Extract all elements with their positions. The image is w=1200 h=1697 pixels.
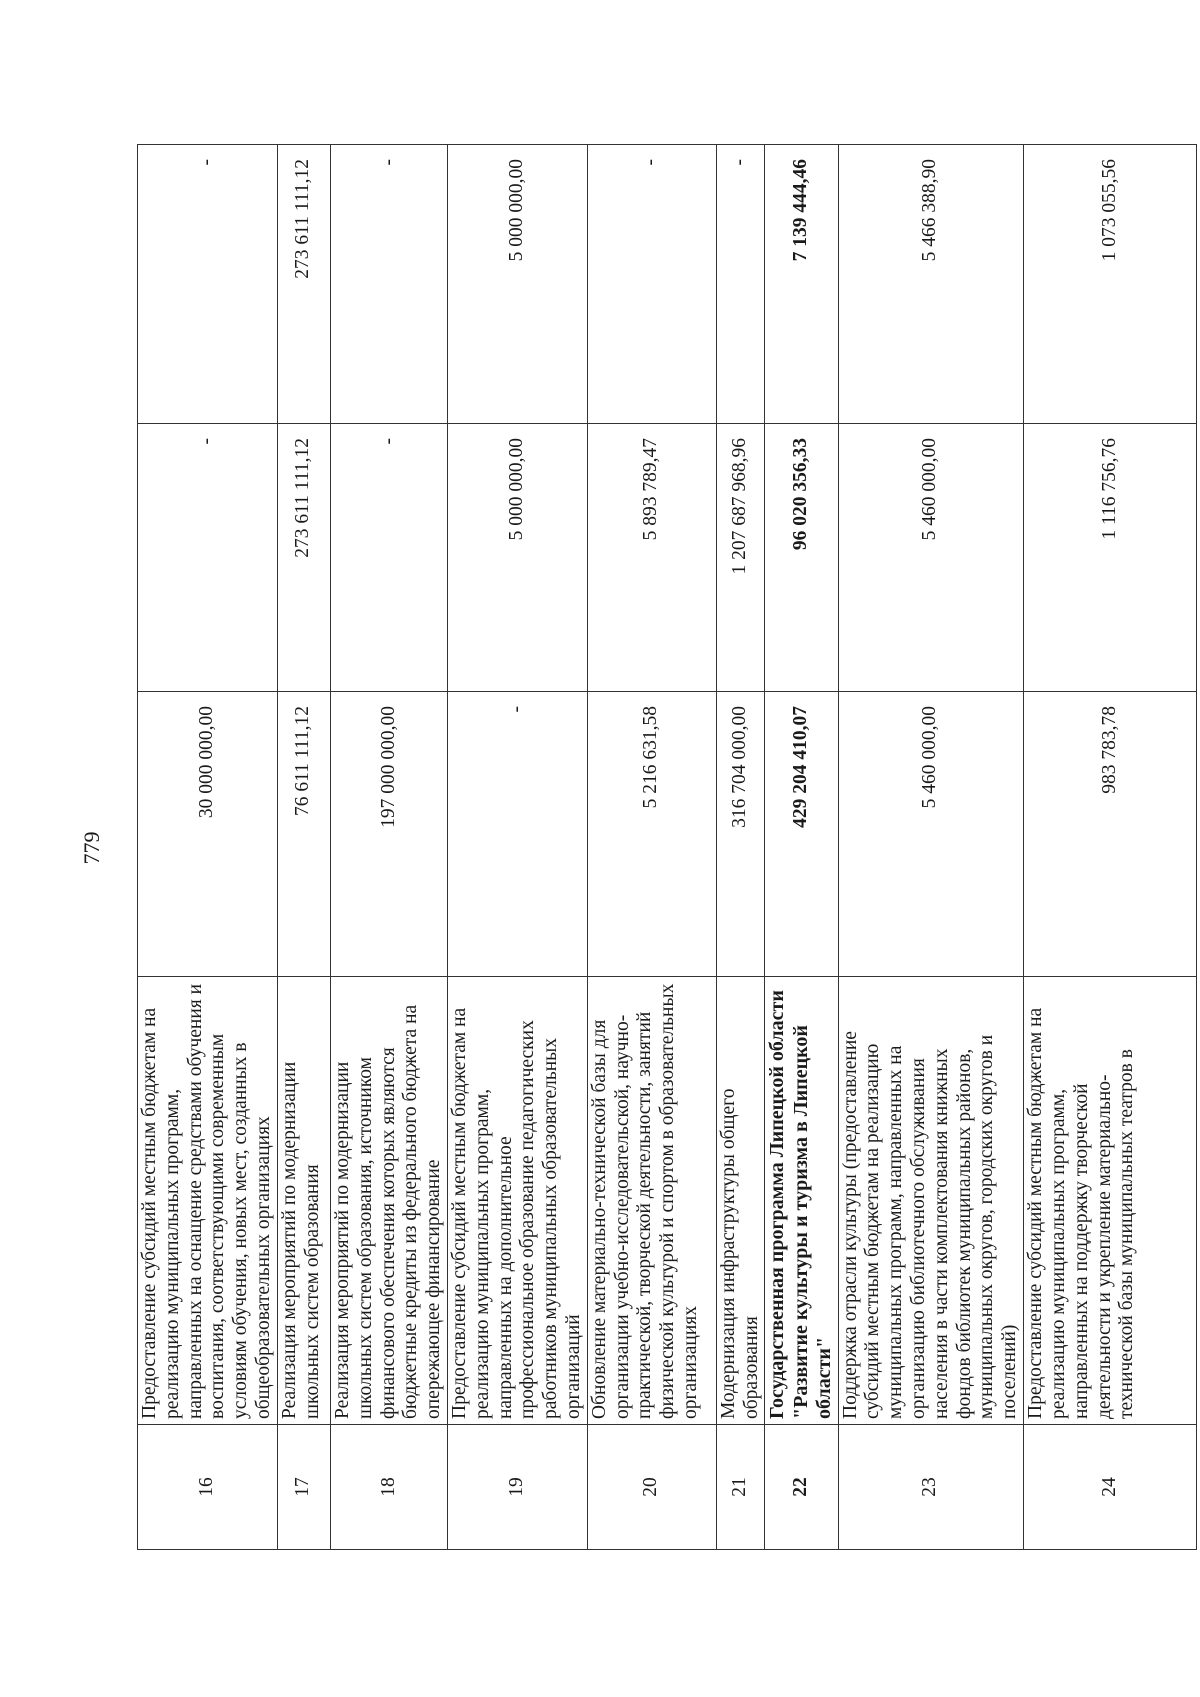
value-col-2: 5 000 000,00 — [447, 424, 587, 692]
page-number: 779 — [79, 831, 104, 865]
table-row — [447, 145, 587, 1550]
table-row — [587, 145, 716, 1550]
value-col-3: 273 611 111,12 — [277, 145, 330, 424]
row-description: Реализация мероприятий по модернизации школьных систем образования — [277, 977, 330, 1425]
row-description: Реализация мероприятий по модернизации школьных систем образования, источником финансового обеспечения которых являются бюджетные кредиты из федерального бюджета на опережающее финансирование — [330, 977, 447, 1425]
row-number: 21 — [716, 1425, 765, 1550]
value-col-2: 1 207 687 968,96 — [716, 424, 765, 692]
rotated-table-wrapper — [137, 145, 1138, 1550]
row-number: 16 — [138, 1425, 278, 1550]
row-description: Модернизация инфраструктуры общего образования — [716, 977, 765, 1425]
row-description: Предоставление субсидий местным бюджетам на реализацию муниципальных программ, направленных на оснащение средствами обучения и воспитания, соответствующими современным условиям обучения, новых мест, созданных в общеобразовательных организациях — [138, 977, 278, 1425]
row-number: 19 — [447, 1425, 587, 1550]
row-description: Предоставление субсидий местным бюджетам на реализацию муниципальных программ, направленных на дополнительное профессиональное образование педагогических работников муниципальных образовательных организаций — [447, 977, 587, 1425]
value-col-1: 316 704 000,00 — [716, 692, 765, 977]
value-col-3: 5 000 000,00 — [447, 145, 587, 424]
value-col-3: - — [587, 145, 716, 424]
row-description: Государственная программа Липецкой области "Развитие культуры и туризма в Липецкой области" — [765, 977, 838, 1425]
value-col-2: 5 460 000,00 — [838, 424, 1024, 692]
value-col-2: - — [138, 424, 278, 692]
value-col-3: - — [138, 145, 278, 424]
value-col-2: - — [330, 424, 447, 692]
row-description: Предоставление субсидий местным бюджетам на реализацию муниципальных программ, направленных на поддержку творческой деятельности и укрепление материально-технической базы муниципальных театров в — [1024, 977, 1197, 1425]
value-col-2: 96 020 356,33 — [765, 424, 838, 692]
value-col-1: 5 460 000,00 — [838, 692, 1024, 977]
value-col-1: 30 000 000,00 — [138, 692, 278, 977]
value-col-3: 5 466 388,90 — [838, 145, 1024, 424]
value-col-1: 197 000 000,00 — [330, 692, 447, 977]
value-col-1: - — [447, 692, 587, 977]
budget-table — [137, 144, 1197, 1550]
table-row — [330, 145, 447, 1550]
table-row — [716, 145, 765, 1550]
row-number: 17 — [277, 1425, 330, 1550]
value-col-3: - — [716, 145, 765, 424]
value-col-2: 273 611 111,12 — [277, 424, 330, 692]
table-row — [765, 145, 838, 1550]
row-number: 23 — [838, 1425, 1024, 1550]
row-number: 22 — [765, 1425, 838, 1550]
table-row — [138, 145, 278, 1550]
value-col-2: 5 893 789,47 — [587, 424, 716, 692]
value-col-3: 1 073 055,56 — [1024, 145, 1197, 424]
table-row — [277, 145, 330, 1550]
row-number: 20 — [587, 1425, 716, 1550]
value-col-1: 5 216 631,58 — [587, 692, 716, 977]
value-col-3: 7 139 444,46 — [765, 145, 838, 424]
row-description: Обновление материально-технической базы для организации учебно-исследовательской, научно-практической, творческой деятельности, занятий физической культурой и спортом в образовательных организациях — [587, 977, 716, 1425]
row-number: 18 — [330, 1425, 447, 1550]
row-description: Поддержка отрасли культуры (предоставление субсидий местным бюджетам на реализацию муниципальных программ, направленных на организацию библиотечного обслуживания населения в части комплектования книжных фондов библиотек муниципальных районов, муниципальных округов, городских округов и поселений) — [838, 977, 1024, 1425]
value-col-3: - — [330, 145, 447, 424]
value-col-2: 1 116 756,76 — [1024, 424, 1197, 692]
value-col-1: 76 611 111,12 — [277, 692, 330, 977]
value-col-1: 429 204 410,07 — [765, 692, 838, 977]
row-number: 24 — [1024, 1425, 1197, 1550]
value-col-1: 983 783,78 — [1024, 692, 1197, 977]
table-row — [838, 145, 1024, 1550]
table-row — [1024, 145, 1197, 1550]
